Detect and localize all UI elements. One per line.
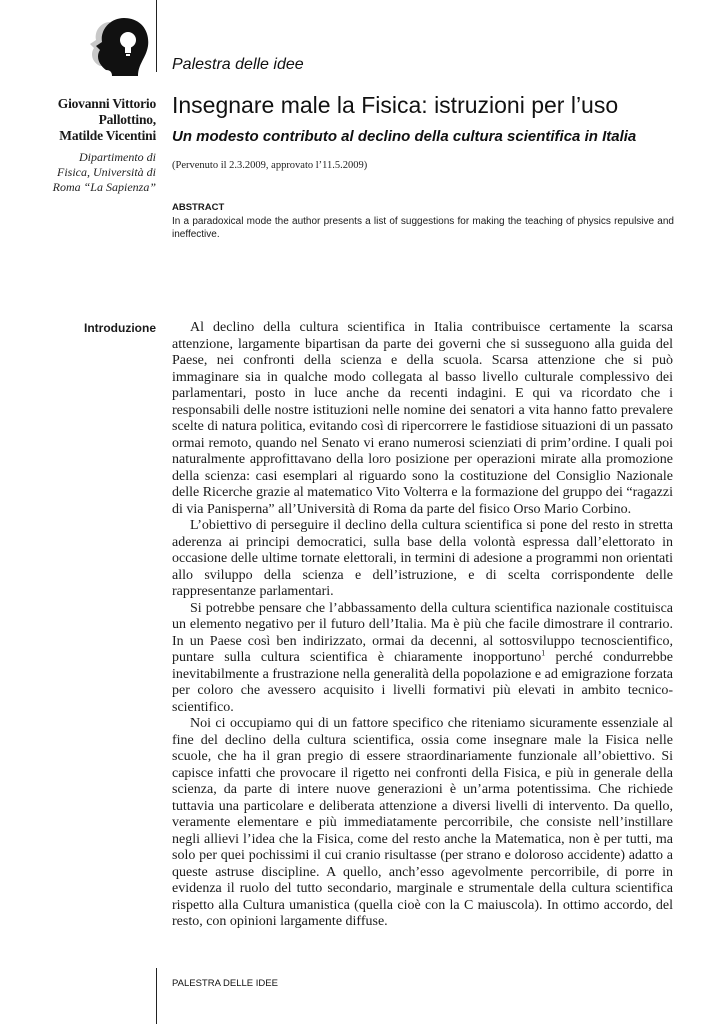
paragraph-text: Si potrebbe pensare che l’abbassamento della cultura scientifica nazionale costituisca un elemento negativo per il futuro dell’Italia. Ma è più che facile dimostrare il contrario. In un Paese così ben indirizzato, ormai da decenni, al sottosviluppo tecnoscientifico, puntare sulla cultura scientifica è chiaramente inopportuno (172, 600, 673, 665)
paragraph-text: perché condurrebbe inevitabilmente a frustrazione nella generalità della popolazione e ad emigrazione forzata per coloro che avessero acquisito i livelli formativi più elevati in ambito tecnico-scientifico. (172, 650, 673, 715)
body-paragraph: L’obiettivo di perseguire il declino della cultura scientifica si pone del resto in stretta aderenza ai principi democratici, sulla base della volontà espressa dall’elettorato in occasione delle ultime tornate elettorali, in termini di adesione a programmi non orientati allo sviluppo della scienza e dell’istruzione, e di scelta corrispondente delle rappresentanze parlamentari. (172, 518, 673, 599)
author-names (40, 96, 156, 144)
article-body (172, 320, 673, 931)
body-paragraph: Noi ci occupiamo qui di un fattore specifico che riteniamo sicuramente essenziale al fine del declino della cultura scientifica, ossia come insegnare male la Fisica nelle scuole, che ha il gran pregio di essere straordinariamente funzionale all’obiettivo. Si capisce infatti che provocare il rigetto nei confronti della Fisica, e più in generale della scienza, da parte di intere nuove generazioni è un’arma potentissima. Che richiede tuttavia una particolare e deliberata attenzione a diversi livelli di intervento. Da quello, veramente elementare e più immediatamente percorribile, che consiste nell’instillare negli allievi l’idea che la Fisica, come del resto anche la Matematica, non è per tutti, ma solo per quei pochissimi il cui cranio risultasse (per strano e doloroso accidente) adatto a queste astruse discipline. A quello, anch’esso agevolmente percorribile, di porre in evidenza il ruolo del tutto secondario, marginale e strumentale della cultura scientifica rispetto alla Cultura umanistica (quella cioè con la C maiuscola). In ottimo accordo, del resto, con opinioni largamente diffuse. (172, 716, 673, 929)
body-paragraph: Al declino della cultura scientifica in Italia contribuisce certamente la scarsa attenzione, largamente bipartisan da parte dei governi che si susseguono alla guida del Paese, nei confronti della scienza e della scuola. Scarsa attenzione che si può immaginare sia in qualche modo collegata al basso livello culturale complessivo dei parlamentari, posto in luce anche da recenti indagini. E qui va ricordato che i responsabili delle nostre istituzioni nelle nomine dei senatori a vita hanno fatto prevalere scelte di natura politica, evitando così di ripercorrere le fastidiose situazioni di un passato ormai remoto, quando nel Senato vi erano numerosi scienziati di prim’ordine. I quali poi naturalmente approfittavano della loro posizione per operazioni mirate alla promozione della scienza: casi esemplari al riguardo sono la costituzione del Consiglio Nazionale delle Ricerche grazie al matematico Vito Volterra e la formazione del gruppo dei “ragazzi di via Panisperna” all’Università di Roma da parte del fisico Orso Mario Corbino. (172, 320, 673, 517)
body-paragraph (172, 601, 673, 717)
section-name: Palestra delle idee (172, 56, 304, 73)
author-line: Pallottino, (98, 112, 156, 127)
author-line: Matilde Vicentini (59, 128, 156, 143)
abstract-text: In a paradoxical mode the author presents a list of suggestions for making the teaching of physics repulsive and ineffective. (172, 216, 674, 240)
affiliation-line: Roma “La Sapienza” (52, 180, 156, 194)
author-line: Giovanni Vittorio (57, 96, 156, 111)
affiliation-line: Dipartimento di (79, 150, 156, 164)
article-title: Insegnare male la Fisica: istruzioni per l’uso (172, 92, 619, 118)
received-date: (Pervenuto il 2.3.2009, approvato l’11.5.2009) (172, 160, 368, 171)
head-with-lightbulb-logo (86, 14, 158, 76)
margin-rule-bottom (156, 968, 157, 1024)
introduction-heading: Introduzione (84, 321, 156, 335)
article-subtitle: Un modesto contributo al declino della cultura scientifica in Italia (172, 128, 637, 145)
footnote-marker: 1 (541, 648, 546, 658)
affiliation-line: Fisica, Università di (57, 165, 156, 179)
running-footer: PALESTRA DELLE IDEE (172, 978, 278, 989)
author-affiliation (40, 150, 156, 195)
abstract-heading: ABSTRACT (172, 202, 225, 213)
